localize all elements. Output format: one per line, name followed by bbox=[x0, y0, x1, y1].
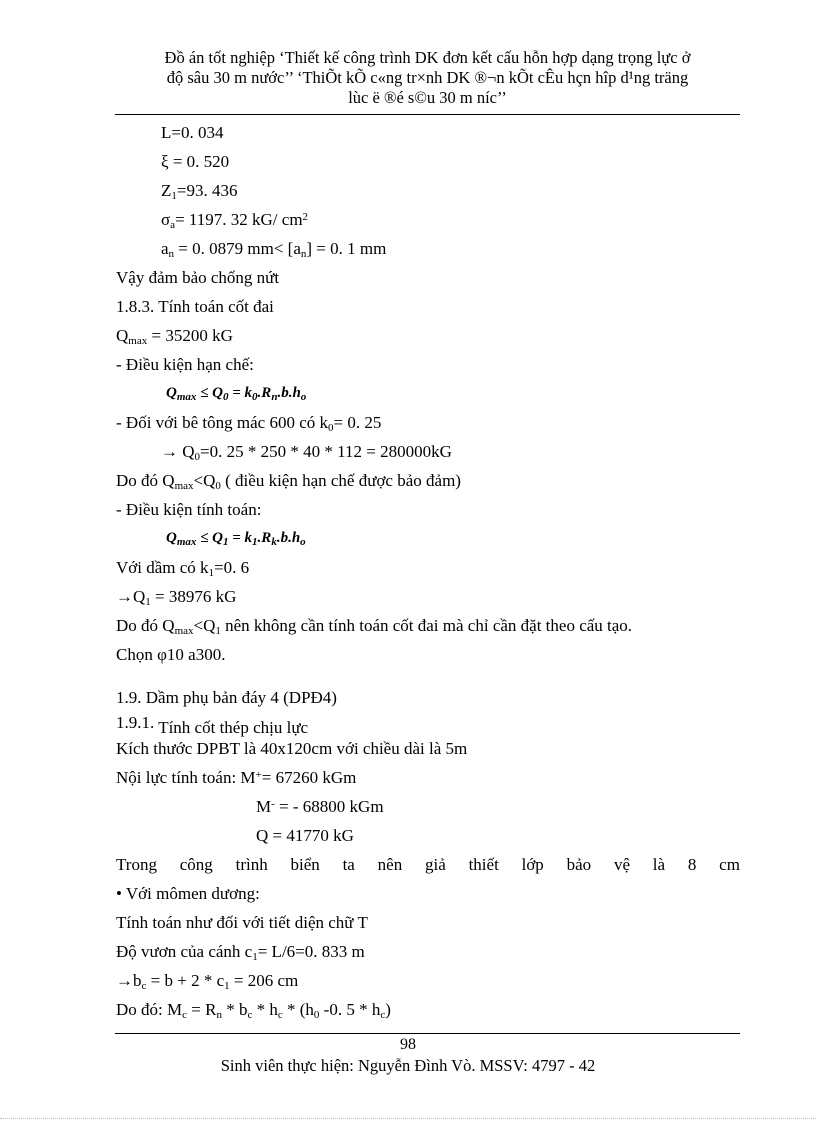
header-rule bbox=[115, 114, 740, 115]
section-heading-1-9: 1.9. Dầm phụ bản đáy 4 (DPĐ4) bbox=[116, 688, 337, 707]
cover-word: bảo bbox=[566, 855, 592, 874]
line-z1: $Z_1=93$. 436 bbox=[161, 181, 238, 202]
line-limit-satisfied: Do đó $Q_{max}<Q_0$ ( điều kiện hạn chế được bảo đảm) bbox=[116, 471, 461, 492]
line-bc-value: $\to b_c = b + 2 * c_1 = 206$ cm bbox=[116, 971, 299, 992]
formula-calc: $Q_{max} \le Q_1 = k_1.R_k.b.h_o$ bbox=[166, 530, 306, 548]
line-choose-stirrup: Chọn φ10 a300. bbox=[116, 645, 226, 664]
cover-word: ta bbox=[342, 855, 355, 874]
line-cover-assumption bbox=[116, 850, 740, 879]
line-limit-condition: - Điều kiện hạn chế: bbox=[116, 355, 254, 374]
section-heading-1-8-3: 1.8.3. Tính toán cốt đai bbox=[116, 297, 274, 316]
cover-word: Trong bbox=[116, 855, 157, 874]
header-line-1: Đồ án tốt nghiệp ‘Thiết kế công trình DK đơn kết cấu hỗn hợp dạng trọng lực ở bbox=[164, 48, 691, 67]
cover-word: 8 bbox=[687, 855, 697, 874]
cover-word: là bbox=[652, 855, 666, 874]
line-mc-formula: Do đó: $M_c = R_n * b_c * h_c * (h_0$ -0. $5 * h_c$) bbox=[116, 1000, 391, 1021]
line-crack-conclusion: Vậy đảm bảo chống nứt bbox=[116, 268, 280, 287]
cover-word: nên bbox=[377, 855, 403, 874]
line-crack-width: $a_n = 0$. 0879 $mm< [a_n] = 0$. 1 mm bbox=[161, 239, 387, 260]
page-header bbox=[115, 48, 740, 108]
line-positive-moment-heading: • Với mômen dương: bbox=[116, 884, 260, 903]
cover-word: thiết bbox=[468, 855, 499, 874]
line-moment-positive: Nội lực tính toán: M+= 67260 kGm bbox=[116, 768, 357, 787]
page-number: 98 bbox=[400, 1036, 416, 1053]
line-beam-size: Kích thước DPBT là 40x120cm với chiều dài là 5m bbox=[116, 739, 468, 758]
line-concrete-grade: - Đối với bê tông mác 600 có $k_0= 0$. 25 bbox=[116, 413, 382, 434]
cover-word: giả bbox=[425, 855, 446, 874]
footer-student-info: Sinh viên thực hiện: Nguyễn Đình Vò. MSSV: 4797 - 42 bbox=[220, 1056, 596, 1075]
document-body bbox=[116, 118, 740, 1024]
line-calc-condition: - Điều kiện tính toán: bbox=[116, 500, 262, 519]
line-beam-k1: Với dầm có $k_1=0$. 6 bbox=[116, 558, 250, 579]
cover-word: cm bbox=[719, 855, 740, 874]
cover-word: vệ bbox=[613, 855, 630, 874]
page-bottom-dotted-edge bbox=[0, 1118, 816, 1119]
line-sigma-a: $\sigma_a= 1197$. 32 kG/ $cm^2$ bbox=[161, 210, 309, 231]
cover-word: trình bbox=[235, 855, 268, 874]
section-heading-1-9-1: 1.9.1. Tính cốt thép chịu lực bbox=[116, 713, 309, 737]
cover-word: công bbox=[179, 855, 213, 874]
line-q1-value: $\to Q_1 = 38976$ kG bbox=[116, 587, 237, 608]
line-moment-negative: M- = - 68800 kGm bbox=[256, 797, 384, 816]
cover-word: lớp bbox=[521, 855, 544, 874]
line-q0-calc: → $Q_0=0$. 25 * 250 * 40 * 112 = 280000kG bbox=[161, 442, 452, 463]
line-flange-overhang: Độ vươn của cánh $c_1= L/6=0$. 833 m bbox=[116, 942, 365, 963]
footer-rule bbox=[115, 1033, 740, 1034]
line-l-value: L=0. 034 bbox=[161, 123, 224, 142]
line-t-section: Tính toán như đối với tiết diện chữ T bbox=[116, 913, 368, 932]
line-xi: ξ = 0. 520 bbox=[161, 152, 230, 171]
formula-limit: $Q_{max} \le Q_0 = k_0.R_n.b.h_o$ bbox=[166, 385, 307, 403]
header-line-3: lùc ë ®é s©u 30 m níc’’ bbox=[348, 88, 507, 107]
line-stirrup-conclusion: Do đó $Q_{max}<Q_1$ nên không cần tính toán cốt đai mà chỉ cần đặt theo cấu tạo. bbox=[116, 616, 633, 637]
line-qmax: $Q_{max} = 35200$ kG bbox=[116, 326, 233, 347]
header-line-2: độ sâu 30 m nước’’ ‘ThiÕt kÕ c«ng tr×nh DK ®¬n kÕt cÊu hçn hîp d¹ng träng bbox=[166, 68, 689, 87]
cover-word: biển bbox=[290, 855, 320, 874]
line-shear-force: Q = 41770 kG bbox=[256, 826, 354, 845]
